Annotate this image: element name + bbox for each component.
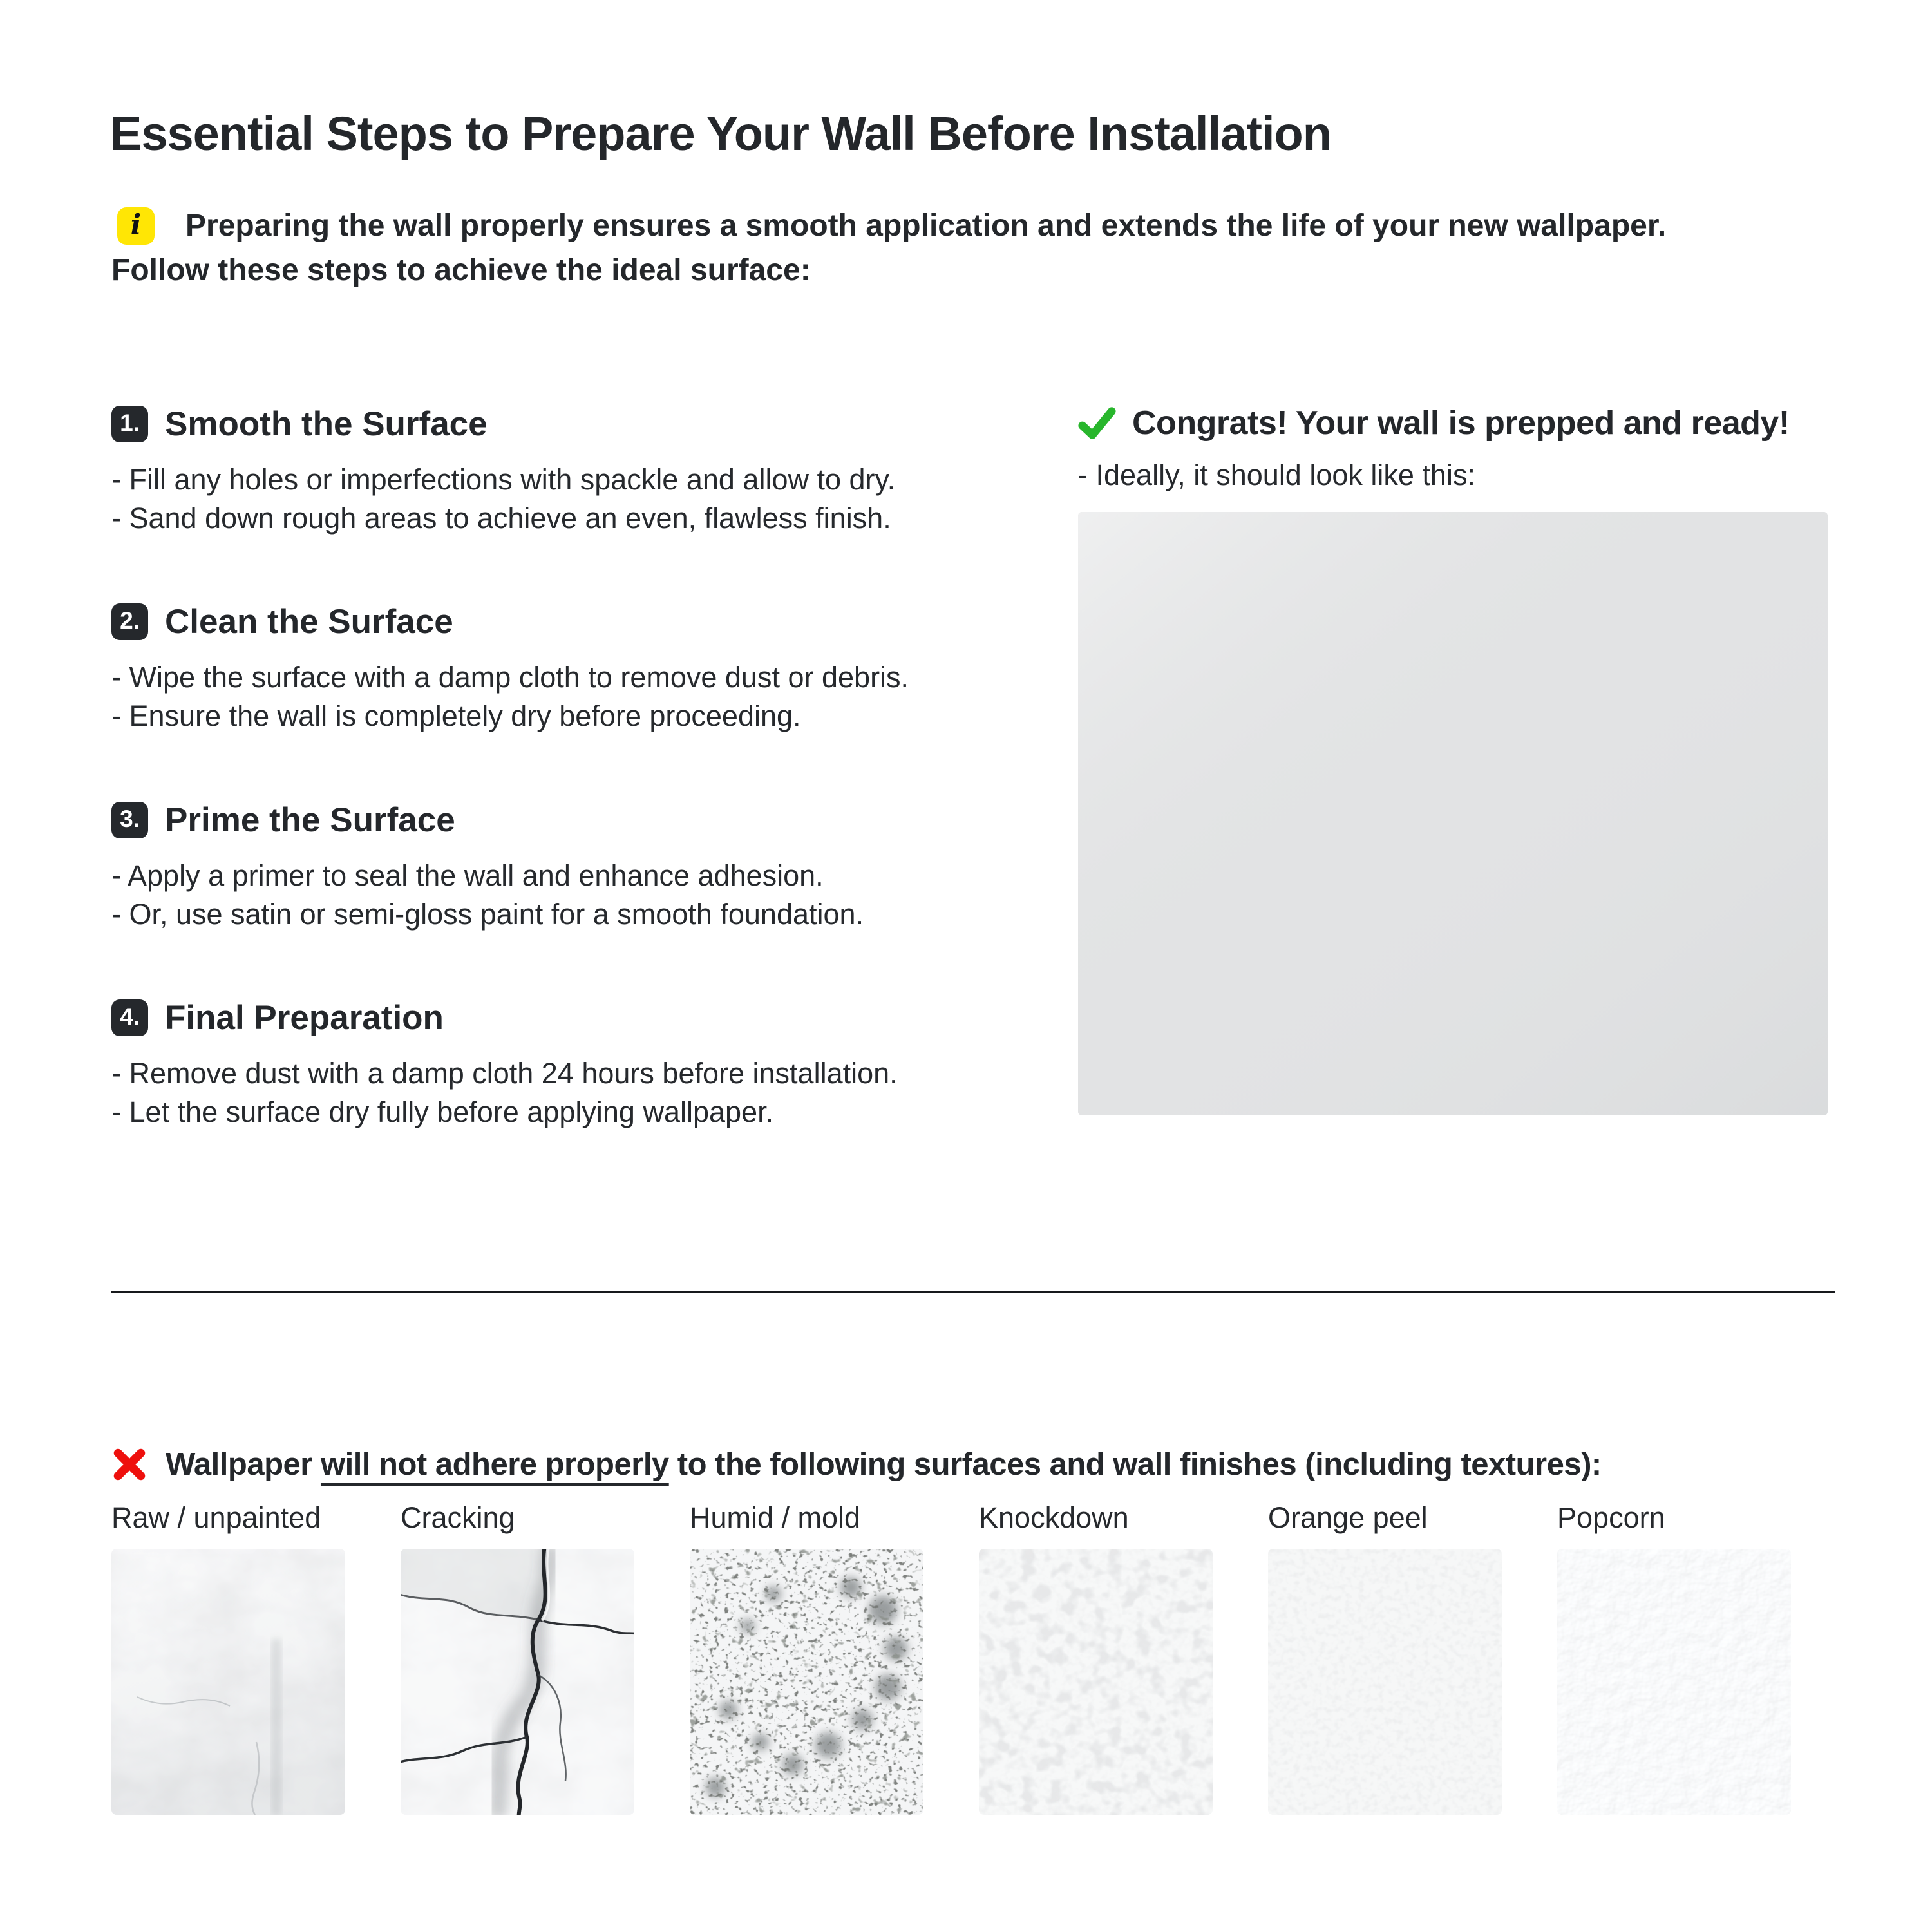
warning-text bbox=[166, 1446, 1602, 1482]
surface-item-humid-mold bbox=[690, 1502, 923, 1815]
orange-peel-texture-image bbox=[1268, 1549, 1502, 1815]
step-2-bullets bbox=[111, 658, 1071, 735]
surface-label: Cracking bbox=[401, 1501, 515, 1534]
step-bullet: - Let the surface dry fully before applying wallpaper. bbox=[111, 1095, 774, 1128]
step-bullet: - Ensure the wall is completely dry before proceeding. bbox=[111, 699, 801, 732]
step-3-number-badge: 3. bbox=[111, 802, 148, 838]
step-bullet: - Apply a primer to seal the wall and enhance adhesion. bbox=[111, 859, 824, 892]
step-1 bbox=[111, 404, 1071, 538]
check-icon bbox=[1077, 403, 1117, 443]
surface-item-raw-unpainted bbox=[111, 1502, 345, 1815]
step-3 bbox=[111, 800, 1071, 934]
surface-item-popcorn bbox=[1557, 1502, 1791, 1815]
surface-item-orange-peel bbox=[1268, 1502, 1502, 1815]
popcorn-texture-image bbox=[1557, 1549, 1791, 1815]
surface-item-cracking bbox=[401, 1502, 634, 1815]
step-4-bullets bbox=[111, 1054, 1071, 1132]
step-4-title: Final Preparation bbox=[165, 999, 444, 1037]
step-bullet: - Remove dust with a damp cloth 24 hours before installation. bbox=[111, 1057, 898, 1090]
success-title: Congrats! Your wall is prepped and ready! bbox=[1132, 404, 1790, 442]
x-icon bbox=[111, 1446, 147, 1482]
step-1-number-badge: 1. bbox=[111, 406, 148, 442]
step-1-bullets bbox=[111, 460, 1071, 538]
step-4-heading bbox=[111, 998, 1071, 1037]
step-4-number-badge: 4. bbox=[111, 999, 148, 1036]
intro-text-line2: Follow these steps to achieve the ideal surface: bbox=[111, 253, 811, 287]
step-2 bbox=[111, 602, 1071, 735]
surface-item-knockdown bbox=[979, 1502, 1213, 1815]
info-icon-glyph: i bbox=[130, 208, 142, 242]
section-divider bbox=[111, 1291, 1835, 1293]
surface-label: Humid / mold bbox=[690, 1501, 861, 1534]
step-bullet: - Fill any holes or imperfections with spackle and allow to dry. bbox=[111, 463, 896, 496]
step-4 bbox=[111, 998, 1071, 1132]
surface-label: Orange peel bbox=[1268, 1501, 1428, 1534]
step-2-title: Clean the Surface bbox=[165, 603, 453, 641]
page-title: Essential Steps to Prepare Your Wall Before Installation bbox=[110, 107, 1331, 160]
step-2-heading bbox=[111, 602, 1071, 641]
ideal-wall-image bbox=[1078, 512, 1828, 1115]
surface-label: Knockdown bbox=[979, 1501, 1129, 1534]
surface-label: Popcorn bbox=[1557, 1501, 1665, 1534]
info-icon bbox=[117, 207, 155, 245]
warning-prefix: Wallpaper bbox=[166, 1447, 321, 1482]
step-3-bullets bbox=[111, 857, 1071, 934]
knockdown-texture-image bbox=[979, 1549, 1213, 1815]
bad-surfaces-row bbox=[111, 1502, 1791, 1815]
warning-suffix: to the following surfaces and wall finishes (including textures): bbox=[668, 1447, 1602, 1482]
step-3-heading bbox=[111, 800, 1071, 840]
success-subtitle: - Ideally, it should look like this: bbox=[1078, 459, 1475, 491]
intro-text-line1: Preparing the wall properly ensures a smooth application and extends the life of your new wallpaper. bbox=[185, 209, 1667, 243]
success-heading bbox=[1077, 403, 1790, 443]
humid-mold-texture-image bbox=[690, 1549, 923, 1815]
step-bullet: - Or, use satin or semi-gloss paint for a smooth foundation. bbox=[111, 898, 864, 931]
warning-underlined: will not adhere properly bbox=[320, 1447, 669, 1482]
step-bullet: - Wipe the surface with a damp cloth to remove dust or debris. bbox=[111, 661, 909, 694]
step-2-number-badge: 2. bbox=[111, 603, 148, 640]
step-1-title: Smooth the Surface bbox=[165, 405, 488, 443]
step-bullet: - Sand down rough areas to achieve an even, flawless finish. bbox=[111, 502, 891, 535]
step-3-title: Prime the Surface bbox=[165, 801, 455, 839]
surface-label: Raw / unpainted bbox=[111, 1501, 321, 1534]
step-1-heading bbox=[111, 404, 1071, 444]
warning-row bbox=[111, 1446, 1602, 1482]
raw-unpainted-texture-image bbox=[111, 1549, 345, 1815]
cracking-texture-image bbox=[401, 1549, 634, 1815]
